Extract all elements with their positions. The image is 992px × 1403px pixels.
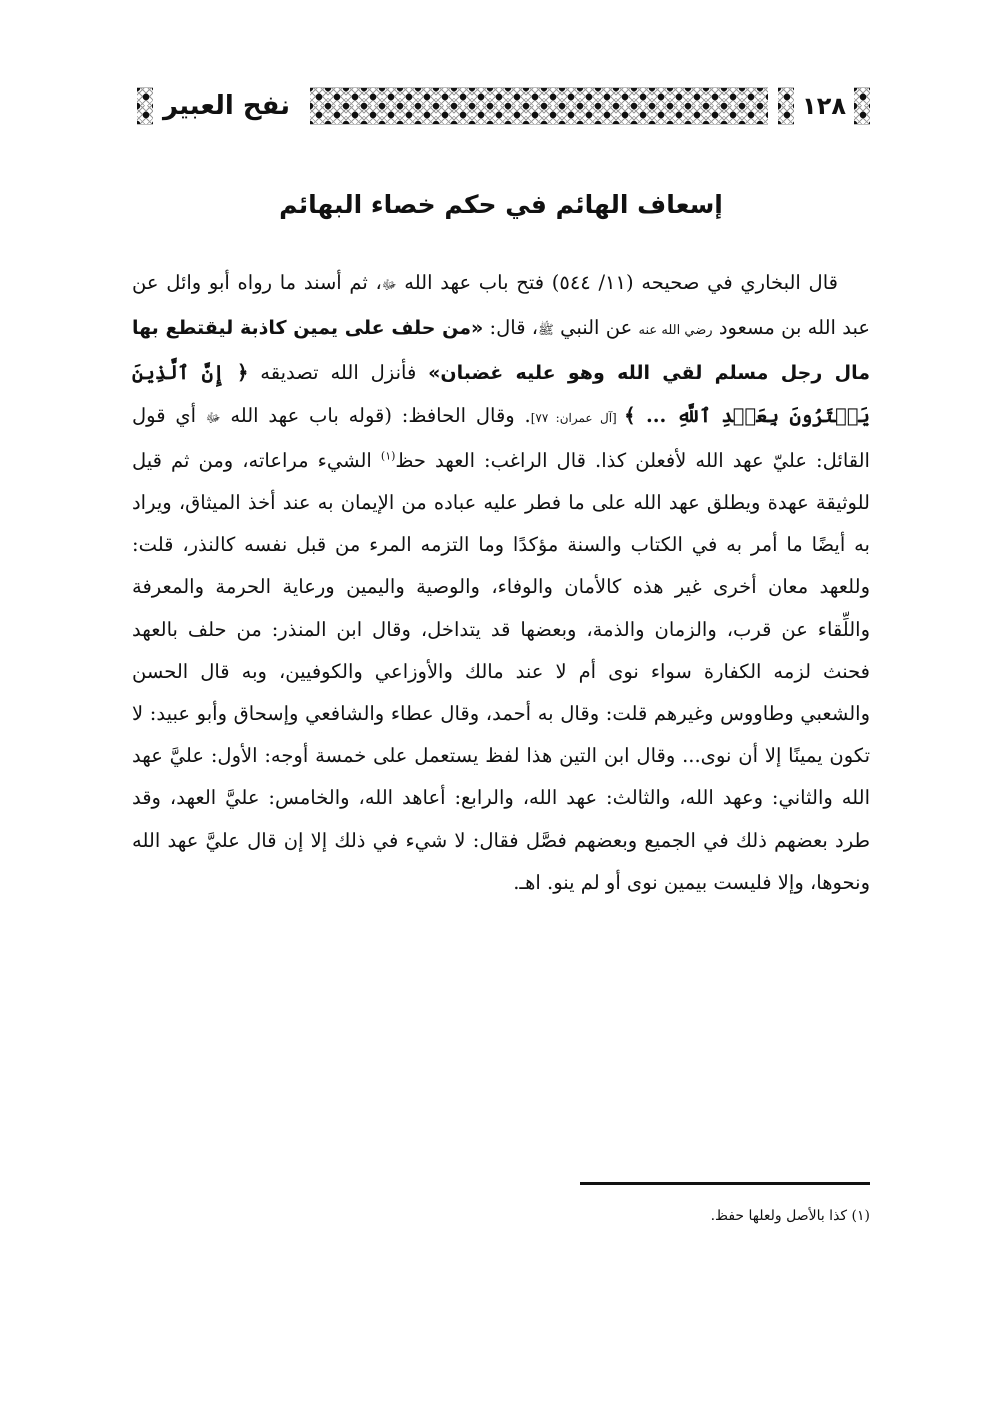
running-title: نفح العبير	[163, 91, 291, 121]
honorific-azza-wa-jalla-icon: ﷻ	[381, 278, 397, 293]
ornament-band-icon	[310, 87, 768, 125]
footnote: (١) كذا بالأصل ولعلها حفظ.	[710, 1208, 870, 1224]
page-header	[132, 86, 870, 126]
paragraph	[132, 262, 870, 904]
text-run: قال البخاري في صحيحه (١١/ ٥٤٤) فتح باب عهد الله	[396, 271, 838, 294]
quran-verse: ﴿ إِنَّ ٱلَّذِينَ يَشۡتَرُونَ بِعَهۡدِ ٱللَّهِ ... ﴾	[132, 361, 870, 427]
ornament-left-icon	[137, 87, 153, 125]
ornament-right-icon	[854, 87, 870, 125]
page-number: ١٢٨	[802, 92, 846, 120]
hadith-quote: «من حلف على يمين كاذبة ليقتطع بها مال رجل مسلم لقي الله وهو عليه غضبان»	[132, 317, 870, 385]
text-run: الشيء مراعاته، ومن ثم قيل للوثيقة عهدة ويطلق عهد الله على ما فطر عليه عباده من الإيمان به عند أخذ الميثاق، ويراد به أيضًا ما أمر به في الكتاب والسنة مؤكدًا وما التزمه المرء من قبل نفسه كالنذر، قلت: وللعهد معان أخرى غير هذه كالأمان والوفاء، والوصية واليمين ورعاية الحرمة والمعرفة واللِّقاء عن قرب، والزمان والذمة، وبعضها قد يتداخل، وقال ابن المنذر: من حلف بالعهد فحنث لزمه الكفارة سواء نوى أم لا عند مالك والأوزاعي والكوفيين، وبه قال الحسن والشعبي وطاووس وغيرهم قلت: وقال به أحمد، وقال عطاء والشافعي وإسحاق وأبو عبيد: لا تكون يمينًا إلا أن نوى... وقال ابن التين هذا لفظ يستعمل على خمسة أوجه: الأول: عليَّ عهد الله والثاني: وعهد الله، والثالث: عهد الله، والرابع: أعاهد الله، والخامس: عليَّ العهد، وقد طرد بعضهم ذلك في الجميع وبعضهم فصَّل فقال: لا شيء في ذلك إلا إن قال عليَّ عهد الله ونحوها، وإلا فليست بيمين نوى أو لم ينو. اهـ.	[132, 448, 870, 894]
ornament-inner-right-icon	[778, 87, 794, 125]
text-run: . وقال الحافظ: (قوله باب عهد الله	[220, 403, 531, 427]
body-text	[132, 262, 870, 904]
footnote-divider	[580, 1182, 870, 1185]
honorific-radiyallahu-icon: رضي الله عنه	[638, 323, 713, 339]
honorific-azza-wa-jalla-icon: ﷻ	[205, 410, 221, 426]
chapter-title: إسعاف الهائم في حكم خصاء البهائم	[279, 189, 723, 219]
text-run: أي قول القائل: عليّ عهد الله لأفعلن كذا. قال الراغب: العهد حظ	[132, 403, 870, 472]
text-run: ، ثم أسند ما رواه أبو وائل عن عبد الله بن مسعود	[132, 271, 870, 340]
text-run: عن النبي	[553, 316, 639, 340]
text-run: فأنزل الله تصديقه	[248, 361, 429, 385]
quran-reference: [آل عمران: ٧٧]	[530, 410, 625, 425]
text-run: ، قال:	[483, 316, 539, 340]
footnote-marker[interactable]: (١)	[380, 449, 396, 463]
honorific-salla-allah-icon: ﷺ	[538, 323, 554, 339]
